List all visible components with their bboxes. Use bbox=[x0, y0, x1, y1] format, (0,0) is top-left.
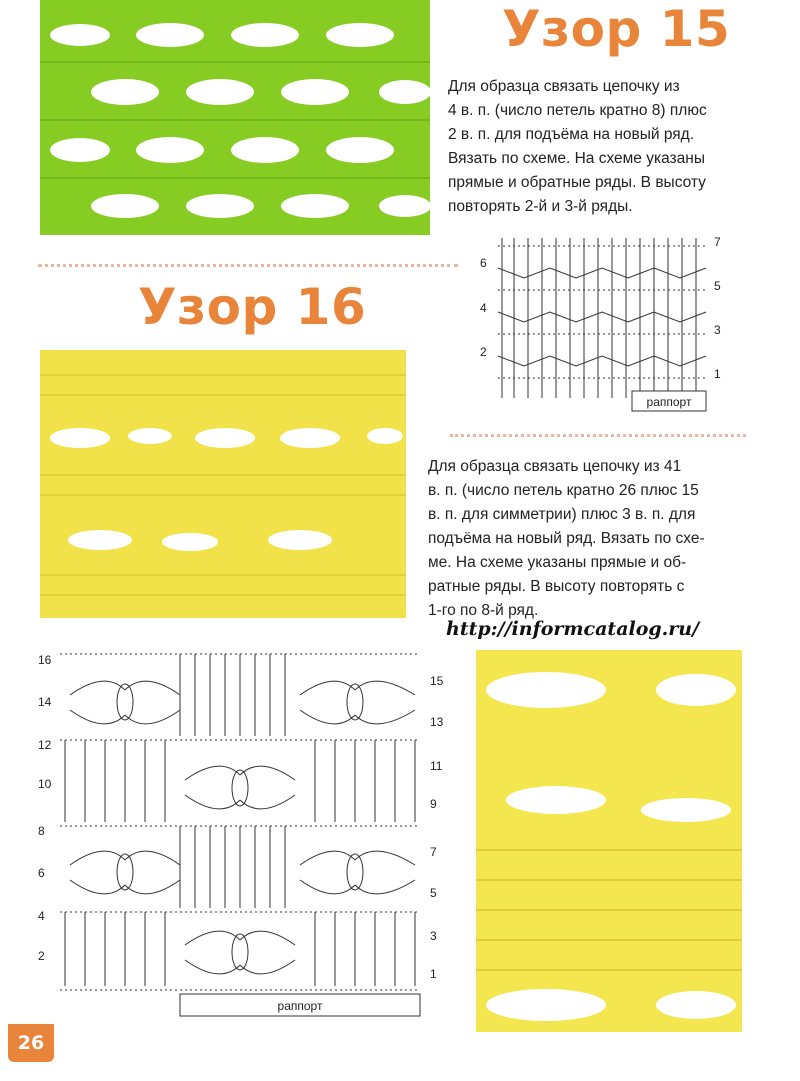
text-line: ме. На схеме указаны прямые и об- bbox=[428, 554, 687, 571]
rapport-label: раппорт bbox=[646, 395, 692, 409]
text-line: подъёма на новый ряд. Вязать по схе- bbox=[428, 530, 705, 547]
watermark-url: http://informcatalog.ru/ bbox=[446, 618, 700, 640]
text-line: Вязать по схеме. На схеме указаны bbox=[448, 150, 705, 167]
row-number: 13 bbox=[430, 715, 444, 729]
section-divider bbox=[38, 264, 458, 267]
row-number: 12 bbox=[38, 738, 52, 752]
text-line: прямые и обратные ряды. В высоту bbox=[448, 174, 706, 191]
text-line: 2 в. п. для подъёма на новый ряд. bbox=[448, 126, 695, 143]
row-number: 5 bbox=[430, 886, 437, 900]
row-number: 3 bbox=[430, 929, 437, 943]
row-number: 16 bbox=[38, 653, 52, 667]
pattern-16-description bbox=[428, 455, 758, 623]
text-line: 4 в. п. (число петель кратно 8) плюс bbox=[448, 102, 707, 119]
row-number: 1 bbox=[714, 367, 721, 381]
pattern-16-crochet-chart bbox=[30, 640, 460, 1020]
row-number: 2 bbox=[38, 949, 45, 963]
row-number: 15 bbox=[430, 674, 444, 688]
row-number: 7 bbox=[714, 235, 721, 249]
yellow-lace-sample-photo bbox=[40, 350, 406, 618]
row-number: 1 bbox=[430, 967, 437, 981]
row-number: 4 bbox=[38, 909, 45, 923]
text-line: Для образца связать цепочку из bbox=[448, 78, 680, 95]
text-line: ратные ряды. В высоту повторять с bbox=[428, 578, 685, 595]
row-number: 7 bbox=[430, 845, 437, 859]
row-number: 6 bbox=[480, 256, 487, 270]
row-number: 9 bbox=[430, 797, 437, 811]
pattern-15-title: Узор 15 bbox=[502, 0, 731, 58]
pattern-16-title: Узор 16 bbox=[138, 278, 367, 336]
section-divider bbox=[450, 434, 746, 437]
row-number: 14 bbox=[38, 695, 52, 709]
text-line: в. п. (число петель кратно 26 плюс 15 bbox=[428, 482, 699, 499]
row-number: 5 bbox=[714, 279, 721, 293]
text-line: Для образца связать цепочку из 41 bbox=[428, 458, 682, 475]
green-lace-sample-photo bbox=[40, 0, 430, 235]
page-number-badge: 26 bbox=[8, 1024, 54, 1062]
row-number: 10 bbox=[38, 777, 52, 791]
row-number: 2 bbox=[480, 345, 487, 359]
row-number: 6 bbox=[38, 866, 45, 880]
pattern-15-crochet-chart bbox=[470, 228, 730, 418]
rapport-label: раппорт bbox=[277, 999, 323, 1013]
row-number: 11 bbox=[430, 759, 443, 773]
row-number: 4 bbox=[480, 301, 487, 315]
pattern-15-description bbox=[448, 75, 748, 219]
row-number: 3 bbox=[714, 323, 721, 337]
text-line: в. п. для симметрии) плюс 3 в. п. для bbox=[428, 506, 696, 523]
text-line: 1-го по 8-й ряд. bbox=[428, 602, 539, 619]
row-number: 8 bbox=[38, 824, 45, 838]
yellow-lace-closeup-photo bbox=[476, 650, 742, 1032]
text-line: повторять 2-й и 3-й ряды. bbox=[448, 198, 633, 215]
